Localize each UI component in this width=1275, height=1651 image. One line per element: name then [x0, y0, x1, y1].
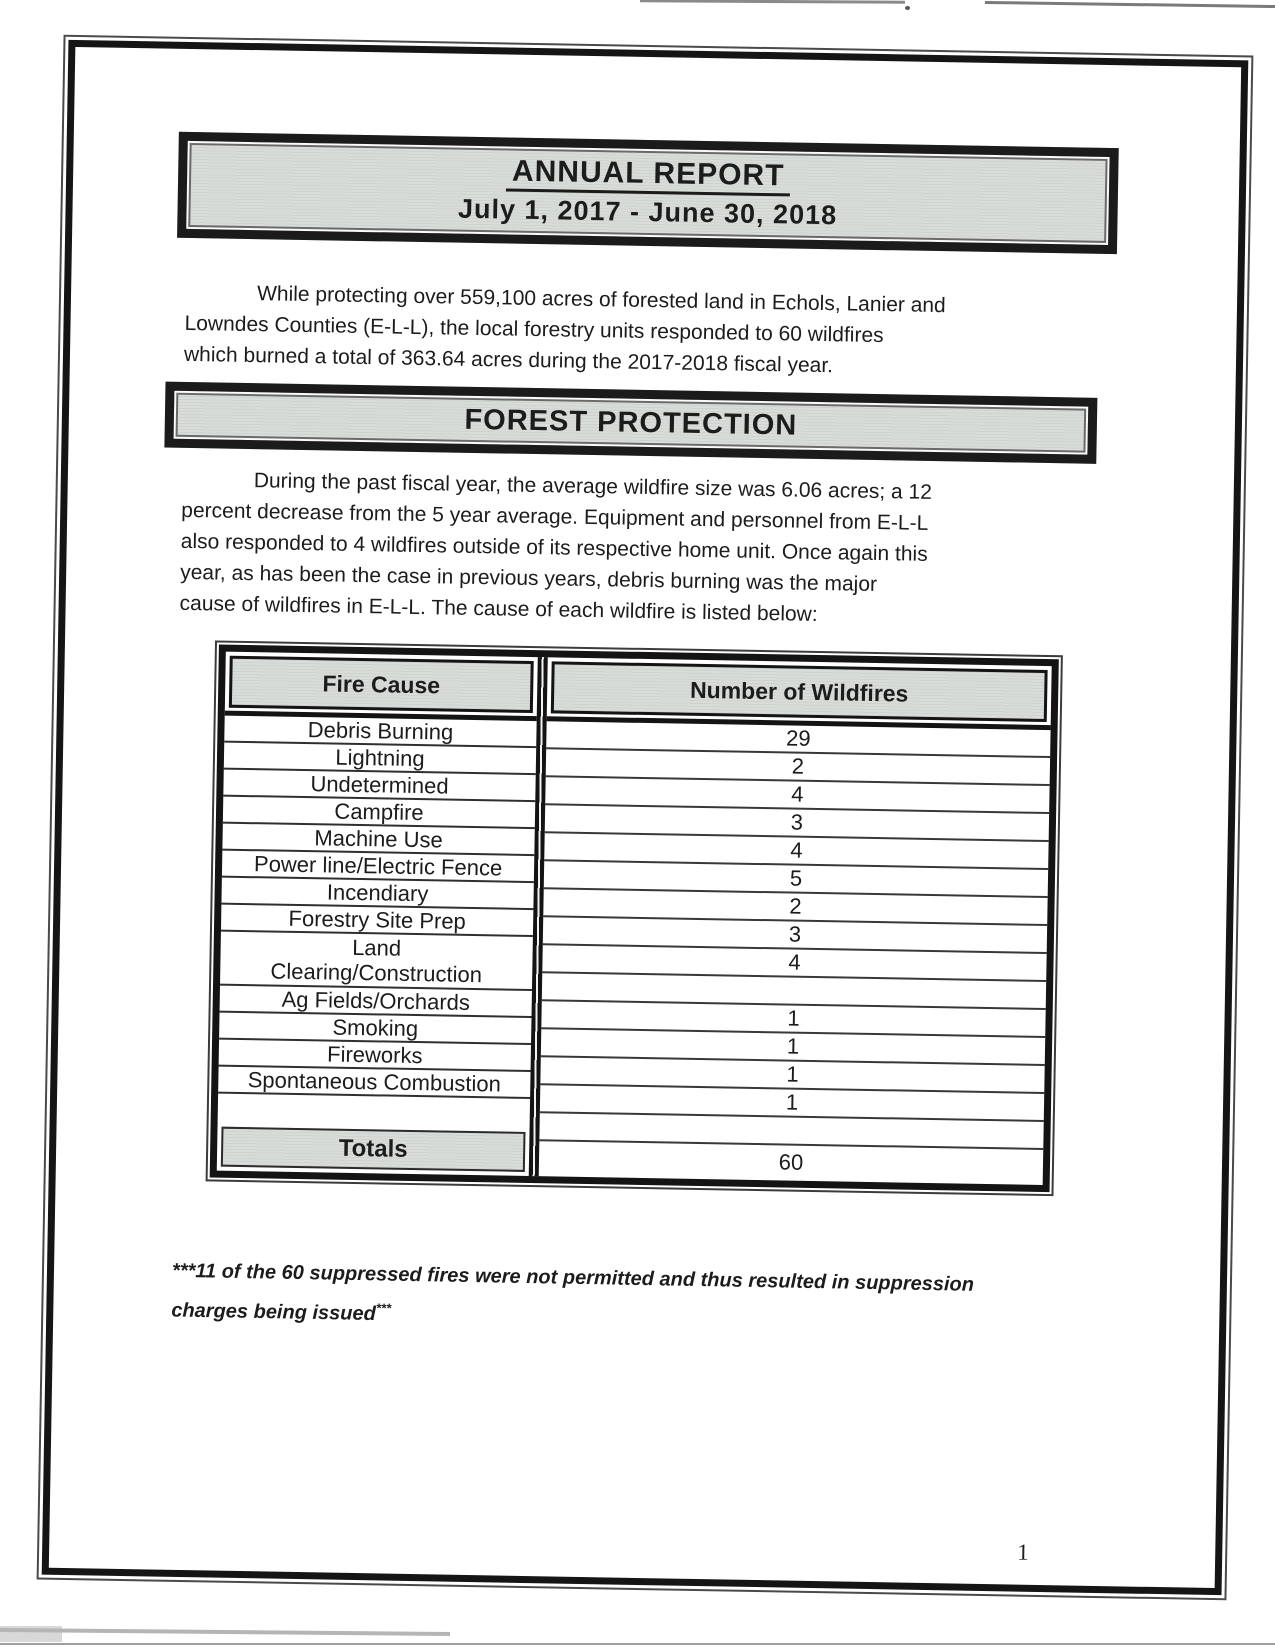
table-cell-cause: Lightning	[224, 743, 536, 775]
paragraph-line: year, as has been the case in previous years, debris burning was the major	[180, 560, 878, 597]
fire-cause-table-inner	[210, 645, 1059, 1193]
table-cell-count: 1	[540, 1057, 1044, 1094]
paragraph-line: cause of wildfires in E-L-L. The cause of each wildfire is listed below:	[179, 591, 818, 626]
table-cell-count: 29	[546, 721, 1050, 758]
paragraph-line: also responded to 4 wildfires outside of its respective home unit. Once again this	[180, 529, 928, 566]
table-column-number-of-wildfires	[539, 657, 1052, 1185]
footnote-line-text: charges being issued	[171, 1299, 377, 1326]
report-date-range: July 1, 2017 - June 30, 2018	[457, 193, 838, 231]
table-cell-count: 1	[541, 1001, 1045, 1038]
footnote-line: ***11 of the 60 suppressed fires were not permitted and thus resulted in suppression	[171, 1259, 975, 1296]
scan-artifact-bottom-line	[0, 1643, 1275, 1645]
table-cell-cause: Fireworks	[219, 1040, 531, 1072]
scan-artifact-speck	[905, 6, 910, 10]
table-cell-count: 4	[542, 945, 1046, 982]
table-cell-count: 3	[545, 805, 1049, 842]
paragraph-line: While protecting over 559,100 acres of forested land in Echols, Lanier and	[256, 282, 946, 318]
scan-artifact-top-line	[985, 1, 1275, 8]
report-title-text: ANNUAL REPORT	[506, 154, 791, 196]
table-cell-count: 3	[543, 917, 1047, 954]
suppression-footnote	[171, 1254, 1052, 1343]
paragraph-line: which burned a total of 363.64 acres during the 2017-2018 fiscal year.	[183, 342, 834, 378]
scan-artifact-bottom-line	[0, 1628, 450, 1636]
table-cell-cause: Undetermined	[223, 770, 535, 802]
table-cell-cause: Forestry Site Prep	[221, 905, 533, 937]
fire-cause-table	[206, 640, 1063, 1196]
page-border-frame	[37, 35, 1254, 1601]
table-cell-cause: Spontaneous Combustion	[218, 1067, 530, 1099]
section-banner-forest-protection	[164, 382, 1097, 464]
table-cell-cause: Smoking	[219, 1013, 531, 1045]
footnote-trailing-stars: ***	[375, 1300, 392, 1316]
paragraph-line: percent decrease from the 5 year average. Equipment and personnel from E-L-L	[181, 498, 929, 535]
table-cell-count: 4	[545, 777, 1049, 814]
table-cell-cause: Power line/Electric Fence	[222, 851, 534, 883]
intro-paragraph	[184, 277, 1125, 386]
title-banner	[177, 132, 1119, 254]
table-cell-count: 5	[544, 861, 1048, 898]
totals-value-cell: 60	[778, 1149, 804, 1175]
table-cell-cause: Machine Use	[222, 824, 534, 856]
table-cell-cause: Campfire	[223, 797, 535, 829]
totals-label-cell: Totals	[221, 1127, 526, 1172]
table-cell-cause: Debris Burning	[224, 716, 536, 748]
table-cell-count: 2	[543, 889, 1047, 926]
paragraph-line: Lowndes Counties (E-L-L), the local forestry units responded to 60 wildfires	[184, 311, 884, 348]
table-cell-count: 1	[541, 1029, 1045, 1066]
scan-artifact-top-line	[640, 0, 905, 4]
table-cell-cause: Ag Fields/Orchards	[220, 986, 532, 1018]
table-column-fire-cause	[217, 652, 538, 1176]
page-number: 1	[1017, 1539, 1029, 1565]
page-content-area	[42, 40, 1249, 1595]
header-cell-number-of-wildfires: Number of Wildfires	[551, 661, 1048, 722]
table-cell-cause-text: Land Clearing/Construction	[270, 934, 483, 988]
paragraph-line: During the past fiscal year, the average wildfire size was 6.06 acres; a 12	[253, 469, 933, 504]
header-cell-fire-cause: Fire Cause	[229, 656, 534, 713]
table-cell-cause	[220, 932, 533, 991]
table-cell-empty	[218, 1094, 530, 1129]
table-cell-count: 1	[540, 1085, 1044, 1122]
table-cell-count: 4	[544, 833, 1048, 870]
table-cell-count: 2	[546, 749, 1050, 786]
scan-artifact-corner-smudge	[0, 1626, 62, 1642]
body-paragraph	[179, 464, 1132, 636]
table-cell-cause: Incendiary	[221, 878, 533, 910]
section-title-text: FOREST PROTECTION	[464, 403, 798, 442]
